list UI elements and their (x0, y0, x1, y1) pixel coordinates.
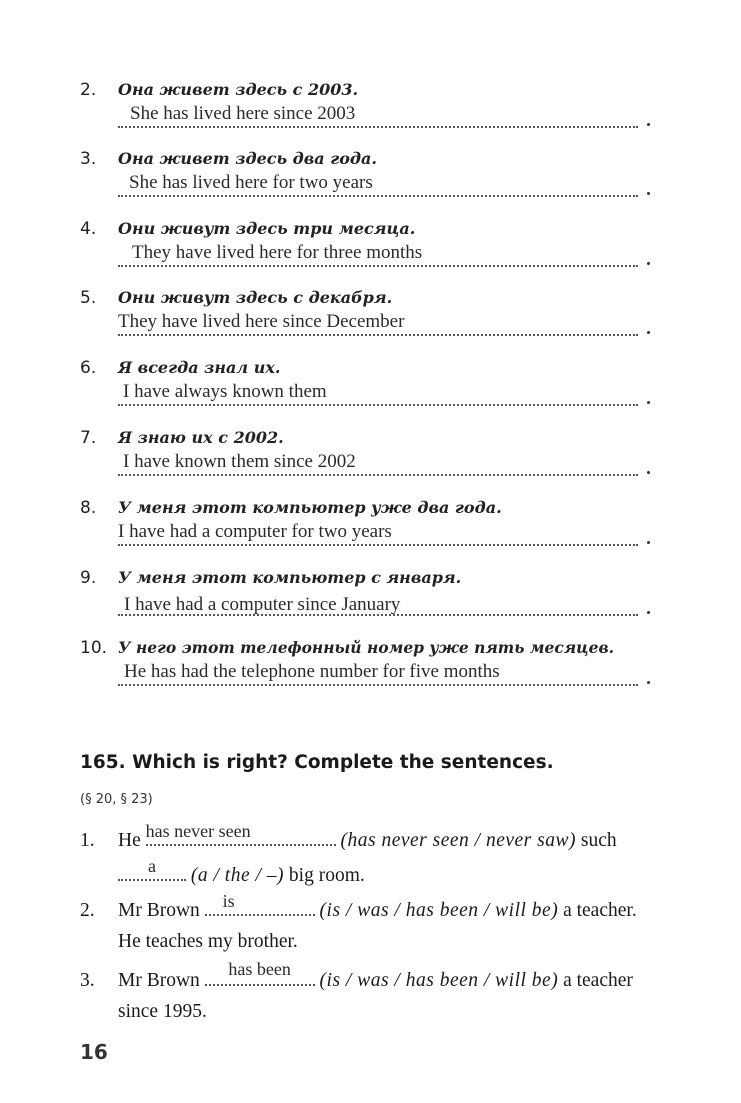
sentence-text: Mr Brown (118, 900, 200, 921)
item-number: 10. (80, 638, 108, 658)
answer-line (118, 684, 638, 686)
russian-sentence: Они живут здесь три месяца. (118, 219, 416, 238)
end-dot (647, 192, 650, 195)
russian-sentence: У меня этот компьютер с января. (118, 568, 462, 587)
sentence-text: such (580, 830, 617, 851)
exercise-sentence-line (80, 959, 633, 992)
sentence-text: a teacher (563, 970, 633, 991)
answer-line (118, 614, 638, 616)
end-dot (647, 262, 650, 265)
sentence-number: 1. (80, 830, 95, 851)
filled-answer: is (222, 891, 235, 911)
exercise-sentence-line (80, 891, 637, 922)
answer-text: They have lived here since December (118, 311, 405, 332)
answer-line (118, 474, 638, 476)
end-dot (647, 401, 650, 404)
end-dot (647, 123, 650, 126)
answer-text: I have had a computer since January (124, 594, 401, 615)
exercise-sentence-line (118, 856, 365, 887)
exercise-title: 165. Which is right? Complete the sentences. (80, 752, 554, 773)
options-text: (has never seen / never saw) (340, 830, 576, 851)
russian-sentence: Я всегда знал их. (118, 358, 281, 377)
answer-line (118, 126, 638, 128)
filled-answer: has never seen (145, 821, 251, 841)
answer-text: They have lived here for three months (132, 242, 423, 263)
end-dot (647, 611, 650, 614)
russian-sentence: Она живет здесь два года. (118, 149, 377, 168)
item-number: 6. (80, 358, 97, 378)
answer-line (118, 334, 638, 336)
russian-sentence: Они живут здесь с декабря. (118, 288, 393, 307)
end-dot (647, 681, 650, 684)
page-number: 16 (80, 1040, 108, 1064)
filled-answer: a (148, 856, 156, 876)
answer-blank (205, 959, 315, 986)
end-dot (647, 331, 650, 334)
answer-blank (205, 891, 315, 916)
exercise-sentence-line (118, 931, 298, 953)
sentence-text: Mr Brown (118, 970, 200, 991)
russian-sentence: У него этот телефонный номер уже пять месяцев. (118, 638, 615, 657)
answer-line (118, 265, 638, 267)
item-number: 7. (80, 428, 97, 448)
russian-sentence: Я знаю их с 2002. (118, 428, 284, 447)
russian-sentence: Она живет здесь с 2003. (118, 80, 359, 99)
answer-line (118, 195, 638, 197)
answer-line (118, 544, 638, 546)
sentence-number: 3. (80, 970, 95, 991)
item-number: 2. (80, 80, 97, 100)
item-number: 9. (80, 568, 97, 588)
exercise-sentence-line (80, 821, 617, 852)
answer-text: He has had the telephone number for five months (124, 661, 500, 682)
exercise-sentence-line (118, 1001, 207, 1023)
filled-answer: has been (228, 959, 291, 979)
sentence-text: since 1995. (118, 1001, 207, 1022)
answer-text: I have always known them (123, 381, 327, 402)
answer-blank (145, 821, 336, 846)
item-number: 8. (80, 498, 97, 518)
answer-text: She has lived here since 2003 (130, 103, 356, 124)
options-text: (is / was / has been / will be) (319, 970, 559, 991)
options-text: (is / was / has been / will be) (319, 900, 559, 921)
end-dot (647, 471, 650, 474)
sentence-text: He teaches my brother. (118, 931, 298, 952)
grammar-reference: (§ 20, § 23) (80, 792, 153, 807)
sentence-text: big room. (288, 865, 365, 886)
answer-line (118, 404, 638, 406)
answer-text: I have known them since 2002 (123, 451, 356, 472)
sentence-text: He (118, 830, 141, 851)
end-dot (647, 541, 650, 544)
options-text: (a / the / –) (190, 865, 285, 886)
item-number: 5. (80, 288, 97, 308)
item-number: 3. (80, 149, 97, 169)
answer-text: I have had a computer for two years (118, 521, 392, 542)
item-number: 4. (80, 219, 97, 239)
answer-blank (118, 856, 186, 881)
sentence-text: a teacher. (563, 900, 637, 921)
answer-text: She has lived here for two years (129, 172, 373, 193)
sentence-number: 2. (80, 900, 95, 921)
russian-sentence: У меня этот компьютер уже два года. (118, 498, 502, 517)
